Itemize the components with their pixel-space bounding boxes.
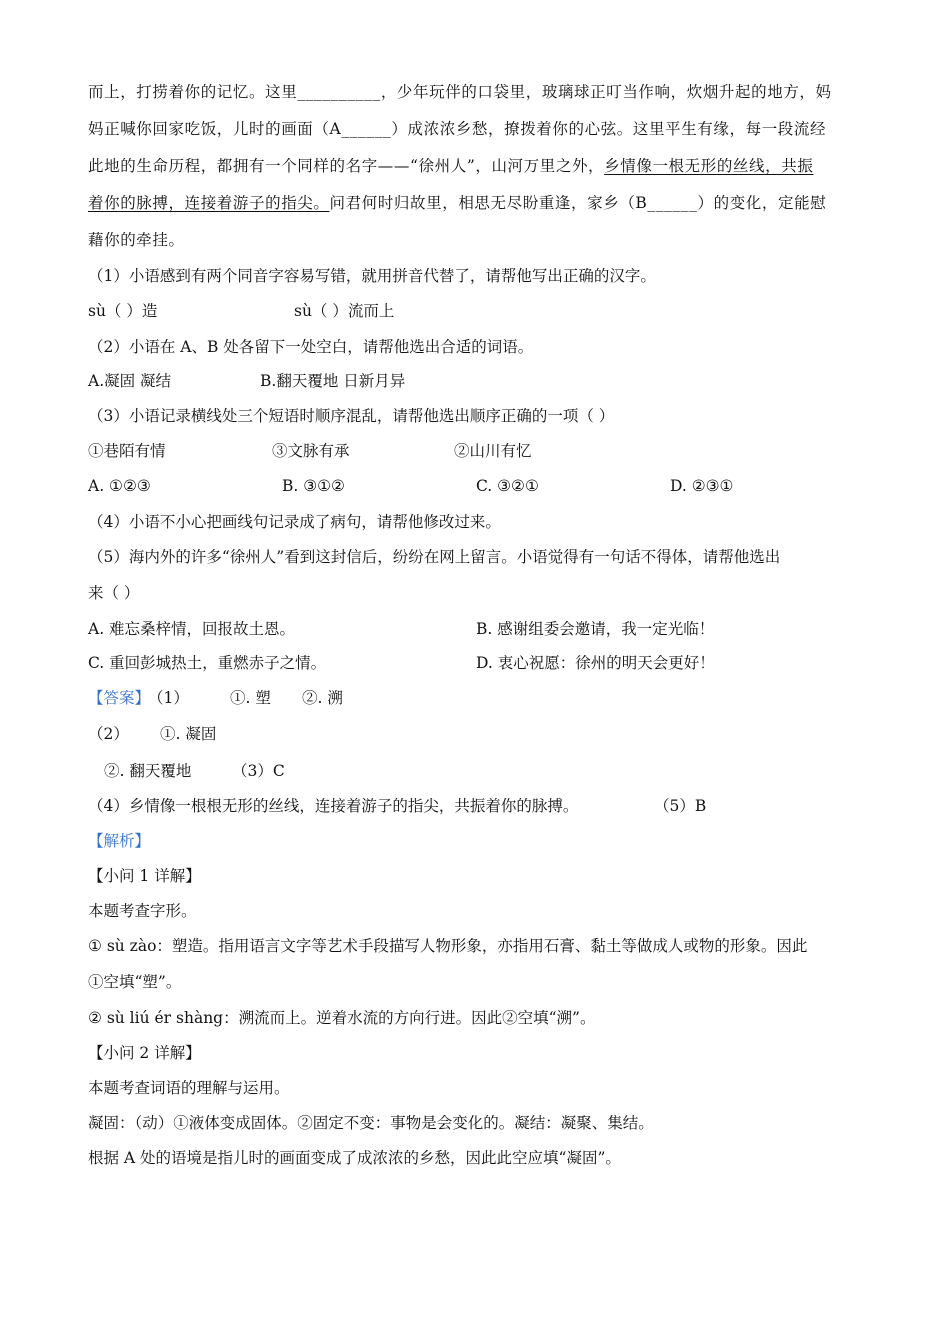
- answer-2-number: （2）: [88, 725, 129, 743]
- q3-option-d: D. ②③①: [670, 477, 734, 495]
- question-2: （2）小语在 A、B 处各留下一处空白，请帮他选出合适的词语。: [88, 338, 534, 356]
- passage-text: 而上，打捞着你的记忆。这里: [88, 83, 298, 101]
- analysis-text-4: ② sù liú ér shàng：溯流而上。逆着水流的方向行进。因此②空填“溯”。: [88, 1009, 596, 1027]
- question-5-line-2: 来（ ）: [88, 584, 140, 602]
- passage-line-5: 藉你的牵挂。: [88, 231, 185, 249]
- answer-4: （4）乡情像一根根无形的丝线，连接着游子的指尖，共振着你的脉搏。: [88, 797, 579, 815]
- question-4: （4）小语不小心把画线句记录成了病句，请帮他修改过来。: [88, 513, 501, 531]
- q2-option-a: A.凝固 凝结: [88, 372, 172, 390]
- analysis-label: 【解析】: [88, 832, 151, 850]
- answer-3: （3）C: [232, 762, 285, 780]
- answer-2-b: ②. 翻天覆地: [104, 762, 192, 780]
- analysis-text-2: ① sù zào：塑造。指用语言文字等艺术手段描写人物形象，亦指用石膏、黏土等做成人或物的形象。因此: [88, 937, 808, 955]
- q5-option-a: A. 难忘桑梓情，回报故土恩。: [88, 620, 296, 638]
- passage-text: 问君何时归故里，相思无尽盼重逢，家乡（B______）的变化，定能慰: [329, 194, 827, 212]
- answer-label: 【答案】: [88, 689, 151, 707]
- passage-line-3: [88, 155, 858, 177]
- answer-5: （5）B: [654, 797, 707, 815]
- analysis-text-3: ①空填“塑”。: [88, 973, 182, 991]
- q3-option-c: C. ③②①: [476, 477, 539, 495]
- q2-option-b: B.翻天覆地 日新月异: [260, 372, 406, 390]
- q3-option-b: B. ③①②: [282, 477, 345, 495]
- underlined-sentence: 着你的脉搏，连接着游子的指尖。: [88, 194, 330, 212]
- underlined-sentence: 乡情像一根无形的丝线，共振: [604, 157, 814, 175]
- answer-1-b: ②. 溯: [302, 689, 343, 707]
- analysis-text-5: 本题考查词语的理解与运用。: [88, 1079, 290, 1097]
- passage-text: ，少年玩伴的口袋里，玻璃球正叮当作响，炊烟升起的地方，妈: [380, 83, 832, 101]
- q3-phrase-1: ①巷陌有情: [88, 442, 166, 460]
- q3-phrase-2: ③文脉有承: [272, 442, 350, 460]
- q1-item-a: sù（ ）造: [88, 302, 158, 320]
- q5-option-d: D. 衷心祝愿：徐州的明天会更好！: [476, 654, 715, 672]
- passage-line-1: [88, 81, 858, 103]
- passage-line-2: 妈正喊你回家吃饭，儿时的画面（A______）成浓浓乡愁，撩拨着你的心弦。这里平生有缘，每一段流经: [88, 120, 827, 138]
- question-3: （3）小语记录横线处三个短语时顺序混乱，请帮他选出顺序正确的一项（ ）: [88, 407, 615, 425]
- blank-line: __________: [297, 83, 381, 101]
- analysis-text-1: 本题考查字形。: [88, 902, 197, 920]
- q5-option-c: C. 重回彭城热土，重燃赤子之情。: [88, 654, 327, 672]
- answer-1-number: （1）: [148, 689, 189, 707]
- answer-1-a: ①. 塑: [230, 689, 271, 707]
- q1-item-b: sù（ ）流而上: [294, 302, 395, 320]
- question-5-line-1: （5）海内外的许多“徐州人”看到这封信后，纷纷在网上留言。小语觉得有一句话不得体，请帮他选出: [88, 548, 781, 566]
- answer-2-a: ①. 凝固: [160, 725, 217, 743]
- passage-line-4: [88, 192, 858, 214]
- q3-phrase-3: ②山川有忆: [454, 442, 532, 460]
- q3-option-a: A. ①②③: [88, 477, 151, 495]
- question-1: （1）小语感到有两个同音字容易写错，就用拼音代替了，请帮他写出正确的汉字。: [88, 267, 656, 285]
- analysis-text-7: 根据 A 处的语境是指儿时的画面变成了成浓浓的乡愁，因此此空应填“凝固”。: [88, 1149, 621, 1167]
- q5-option-b: B. 感谢组委会邀请，我一定光临！: [476, 620, 715, 638]
- analysis-heading-2: 【小问 2 详解】: [88, 1044, 201, 1062]
- analysis-text-6: 凝固：（动）①液体变成固体。②固定不变：事物是会变化的。凝结：凝聚、集结。: [88, 1114, 654, 1132]
- passage-text: 此地的生命历程，都拥有一个同样的名字——“徐州人”，山河万里之外，: [88, 157, 605, 175]
- analysis-heading-1: 【小问 1 详解】: [88, 867, 201, 885]
